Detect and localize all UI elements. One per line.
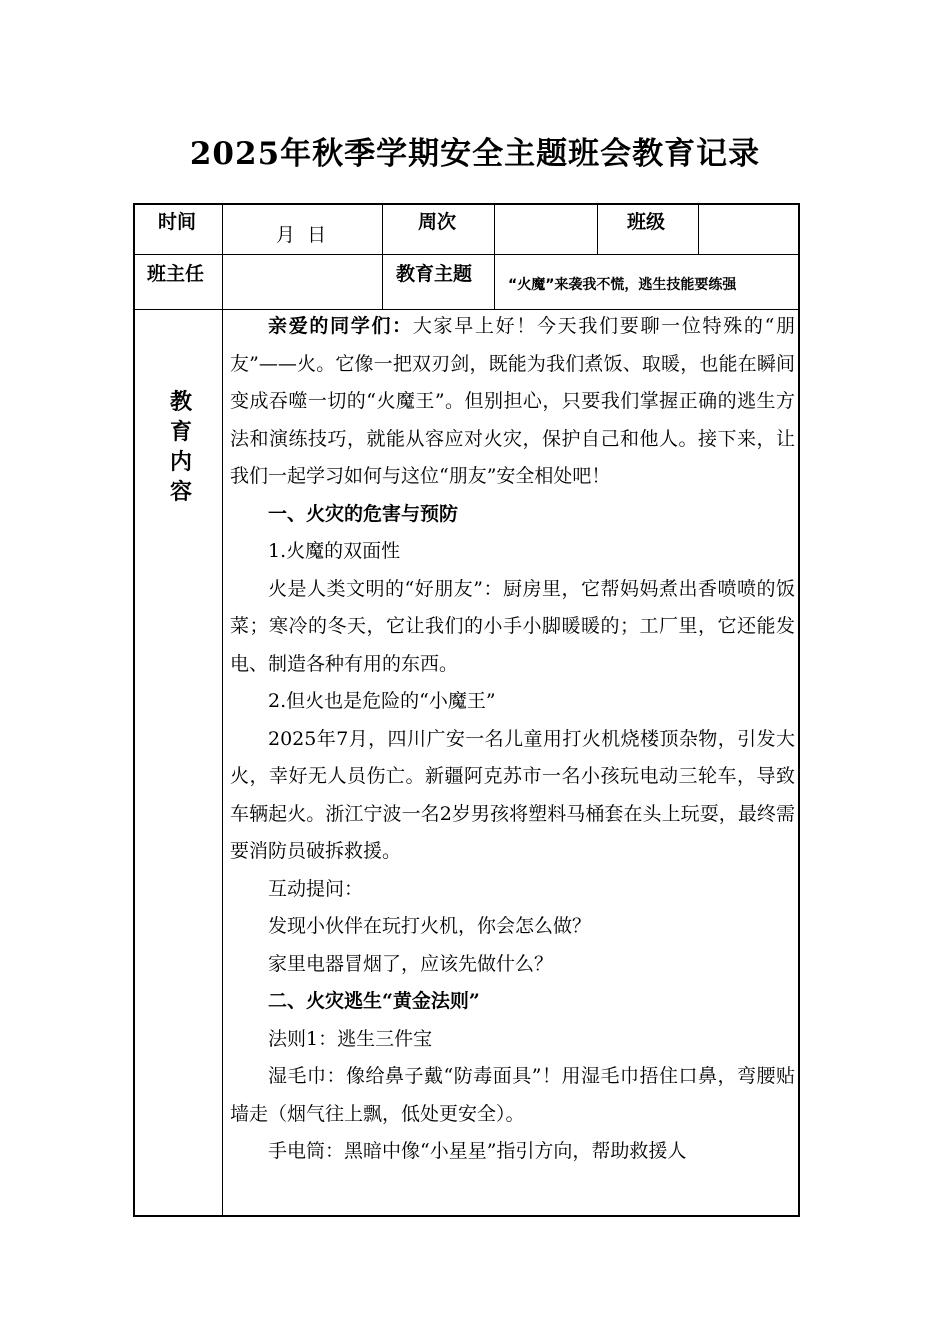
paragraph-2: 2025年7月，四川广安一名儿童用打火机烧楼顶杂物，引发大火，幸好无人员伤亡。新疆阿克苏市一名小孩玩电动三轮车，导致车辆起火。浙江宁波一名2岁男孩将塑料马桶套在头上玩耍，最终需要消防员破拆救援。 — [230, 727, 795, 862]
section-heading-2: 二、火灾逃生“黄金法则” — [268, 990, 480, 1012]
teacher-label: 班主任 — [147, 263, 205, 285]
subheading-2: 2.但火也是危险的“小魔王” — [268, 690, 496, 712]
question-label: 互动提问： — [268, 877, 364, 900]
content-label — [170, 388, 193, 508]
week-label: 周次 — [418, 211, 457, 233]
content-label-char: 容 — [170, 480, 193, 505]
subheading-1: 1.火魔的双面性 — [268, 540, 401, 562]
paragraph-1: 火是人类文明的“好朋友”：厨房里，它帮妈妈煮出香喷喷的饭菜；寒冷的冬天，它让我们的小手小脚暖暖的；工厂里，它还能发电、制造各种有用的东西。 — [230, 577, 795, 675]
col-divider-2 — [382, 203, 383, 309]
content-label-char: 育 — [170, 420, 193, 445]
greeting: 亲爱的同学们： — [268, 315, 413, 337]
intro-text: 大家早上好！今天我们要聊一位特殊的“朋友”——火。它像一把双刃剑，既能为我们煮饭、取暖，也能在瞬间变成吞噬一切的“火魔王”。但别担心，只要我们掌握正确的逃生方法和演练技巧，就能从容应对火灾，保护自己和他人。接下来，让我们一起学习如何与这位“朋友”安全相处吧！ — [230, 315, 795, 487]
col-divider-1 — [222, 203, 223, 1217]
time-value: 月 日 — [276, 224, 327, 246]
content-label-char: 内 — [170, 450, 193, 475]
theme-value: “火魔”来袭我不慌，逃生技能要练强 — [508, 277, 737, 293]
question-1: 发现小伙伴在玩打火机，你会怎么做？ — [268, 915, 592, 937]
section-heading-1: 一、火灾的危害与预防 — [268, 502, 459, 525]
question-2: 家里电器冒烟了，应该先做什么？ — [268, 952, 554, 975]
intro-paragraph — [230, 308, 795, 496]
col-divider-3 — [494, 203, 495, 309]
col-divider-4 — [597, 203, 598, 255]
rule-1: 法则1：逃生三件宝 — [268, 1027, 433, 1050]
col-divider-5 — [698, 203, 699, 255]
time-label: 时间 — [158, 211, 197, 233]
class-label: 班级 — [627, 211, 666, 233]
row-divider-1 — [133, 254, 800, 255]
education-content — [230, 308, 795, 1214]
content-label-char: 教 — [170, 390, 193, 415]
torch-tip: 手电筒：黑暗中像“小星星”指引方向，帮助救援人 — [268, 1140, 687, 1162]
theme-label: 教育主题 — [396, 263, 473, 285]
document-title: 2025年秋季学期安全主题班会教育记录 — [189, 136, 761, 172]
towel-tip: 湿毛巾：像给鼻子戴“防毒面具”！用湿毛巾捂住口鼻，弯腰贴墙走（烟气往上飘，低处更安全）。 — [230, 1065, 795, 1125]
